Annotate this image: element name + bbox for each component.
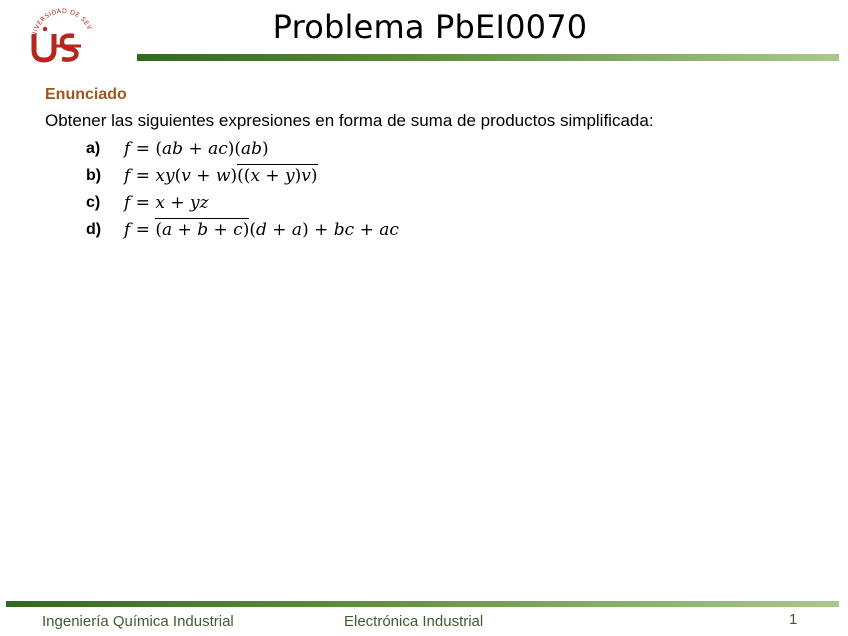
section-heading: Enunciado — [45, 86, 127, 103]
problem-list — [86, 135, 399, 243]
item-label: d) — [86, 220, 102, 238]
item-label: c) — [86, 193, 101, 211]
university-logo — [26, 6, 96, 66]
math-expression: f = xy(v + w)((x + y)v) — [124, 165, 318, 186]
footer-divider — [6, 601, 839, 607]
list-item — [86, 135, 399, 162]
math-expression: f = (ab + ac)(ab) — [124, 138, 269, 159]
list-item — [86, 162, 399, 189]
math-expression: f = (a + b + c)(d + a) + bc + ac — [124, 219, 399, 240]
list-item — [86, 189, 399, 216]
svg-text:UNIVERSIDAD DE SEVILLA: UNIVERSIDAD DE SEV — [30, 7, 93, 43]
page-number: 1 — [789, 611, 798, 628]
list-item — [86, 216, 399, 243]
footer-course: Electrónica Industrial — [344, 613, 484, 630]
universidad-de-sevilla-logo-icon — [26, 6, 96, 66]
item-label: a) — [86, 139, 101, 157]
math-expression: f = x + yz — [124, 192, 209, 213]
page-title: Problema PbEI0070 — [272, 8, 588, 46]
footer-degree: Ingeniería Química Industrial — [42, 613, 234, 630]
problem-statement: Obtener las siguientes expresiones en forma de suma de productos simplificada: — [45, 111, 654, 130]
header-divider — [137, 54, 839, 61]
item-label: b) — [86, 166, 102, 184]
